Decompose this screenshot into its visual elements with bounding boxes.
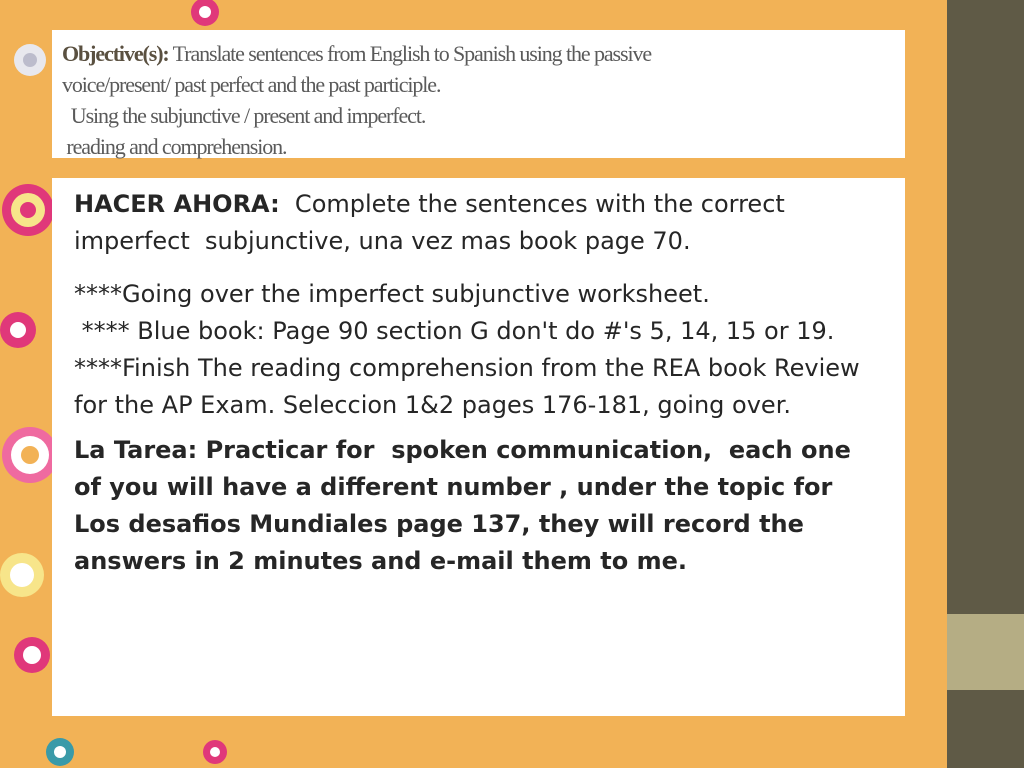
objective-line-4: reading and comprehension.	[62, 134, 287, 159]
hacer-ahora	[74, 186, 885, 260]
task-item-1: ****Going over the imperfect subjunctive worksheet.	[74, 280, 710, 308]
objective-box	[52, 30, 905, 158]
task-item-3: ****Finish The reading comprehension from the REA book Review for the AP Exam. Seleccion 1&2 pages 176-181, going over.	[74, 354, 860, 419]
hacer-ahora-label: HACER AHORA:	[74, 190, 280, 218]
objective-line-1	[62, 38, 895, 69]
objective-line-1-text: Translate sentences from English to Spanish using the passive	[168, 41, 652, 66]
objective-label: Objective(s):	[62, 41, 169, 66]
task-item-2: **** Blue book: Page 90 section G don't do #'s 5, 14, 15 or 19.	[74, 317, 835, 345]
objective-line-3: Using the subjunctive / present and imperfect.	[62, 103, 426, 128]
content-box	[52, 178, 905, 716]
spacer	[74, 260, 885, 276]
sidebar-accent	[947, 614, 1024, 690]
homework-tarea: La Tarea: Practicar for spoken communication, each one of you will have a different number , under the topic for Los desafios Mundiales page 137, they will record the answers in 2 minutes and e-mail them to me.	[74, 436, 860, 575]
hacer-ahora-text: Complete the sentences with the correct imperfect subjunctive, una vez mas book page 70.	[74, 190, 793, 255]
objective-line-2: voice/present/ past perfect and the past participle.	[62, 72, 441, 97]
